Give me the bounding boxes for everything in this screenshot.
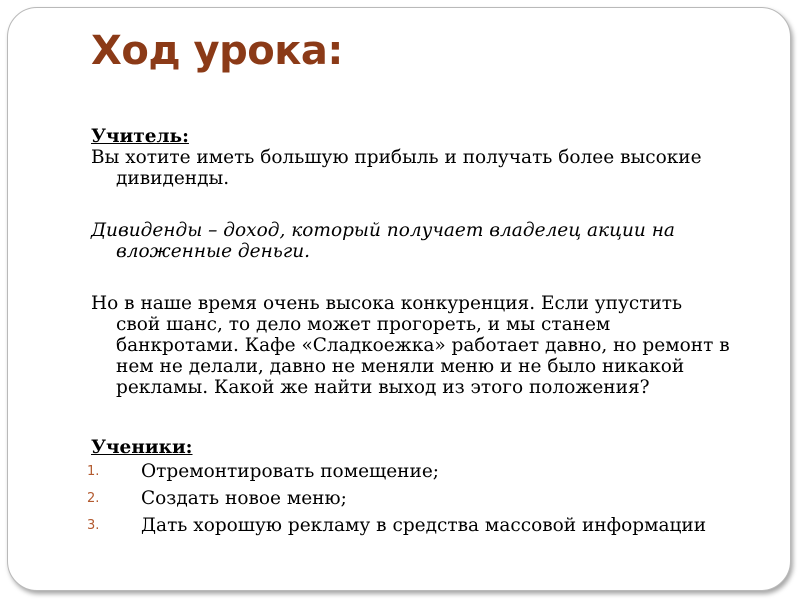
students-heading: Ученики:	[91, 437, 193, 458]
slide	[7, 7, 791, 591]
slide-body	[87, 122, 731, 539]
teacher-heading: Учитель:	[91, 126, 189, 147]
list-item	[87, 512, 731, 539]
paragraph-profit: Вы хотите иметь большую прибыль и получать более высокие дивиденды.	[91, 147, 702, 189]
list-number: 2.	[87, 491, 100, 506]
list-item-text: Дать хорошую рекламу в средства массовой информации	[141, 515, 707, 536]
students-answers-list	[87, 458, 731, 539]
list-item	[87, 485, 731, 512]
paragraph-dividends-definition: Дивиденды – доход, который получает владелец акции на вложенные деньги.	[91, 220, 675, 262]
list-item	[87, 458, 731, 485]
list-item-text: Создать новое меню;	[141, 488, 347, 509]
list-number: 3.	[87, 518, 100, 533]
paragraph-competition: Но в наше время очень высока конкуренция. Если упустить свой шанс, то дело может прогореть, и мы станем банкротами. Кафе «Сладкоежка» работает давно, но ремонт в нем не делали, давно не меняли меню и не было никакой рекламы. Какой же найти выход из этого положения?	[91, 293, 730, 398]
slide-title: Ход урока:	[91, 28, 343, 74]
list-number: 1.	[87, 464, 100, 479]
list-item-text: Отремонтировать помещение;	[141, 461, 440, 482]
